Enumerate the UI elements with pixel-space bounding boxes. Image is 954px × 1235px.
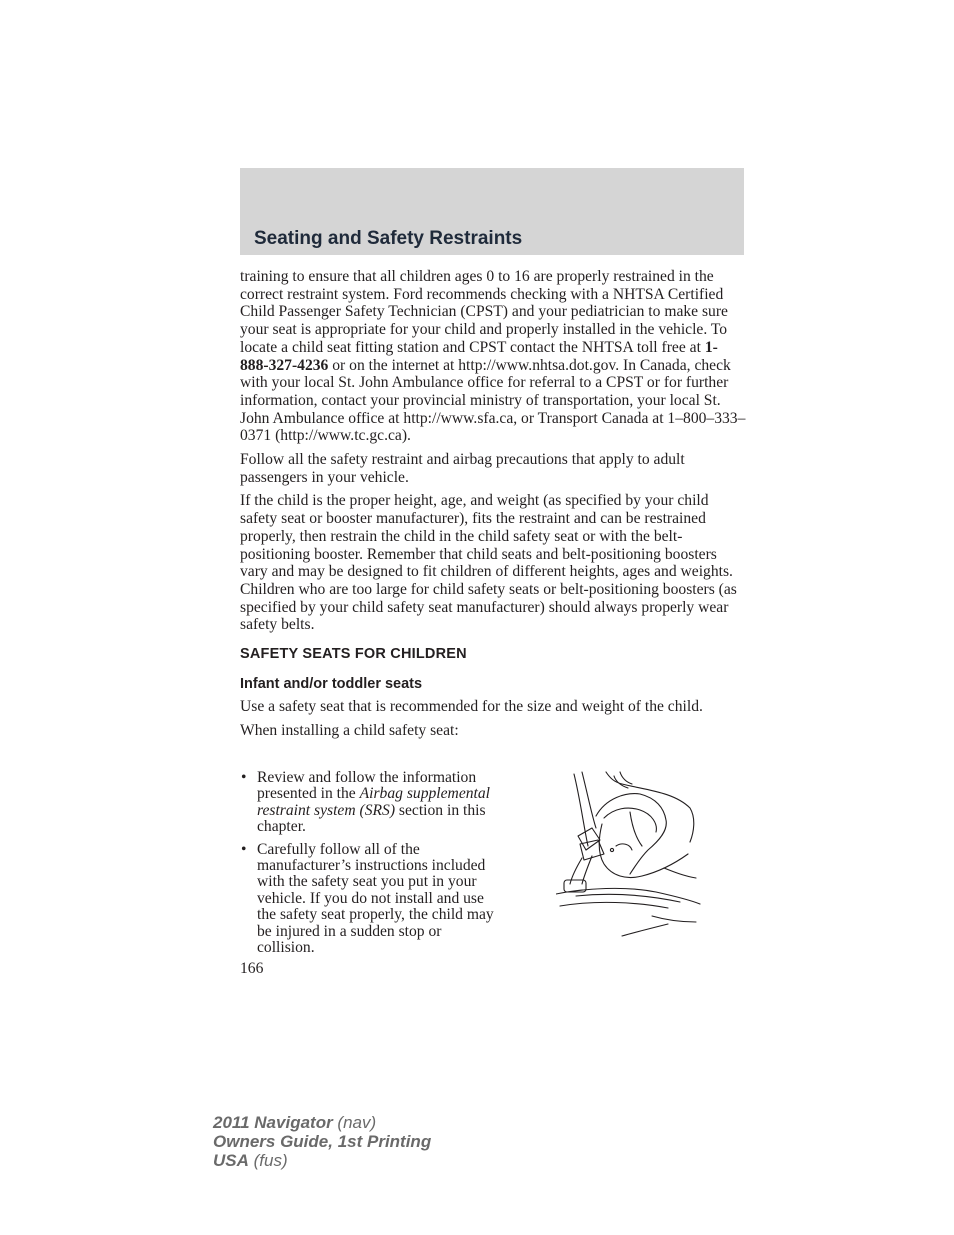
footer-line-guide bbox=[213, 1132, 431, 1151]
paragraph-recommended-seat: Use a safety seat that is recommended for the size and weight of the child. bbox=[240, 698, 703, 716]
footer-market: USA bbox=[213, 1151, 249, 1170]
paragraph-cpst-text-b: or on the internet at http://www.nhtsa.dot.gov. In Canada, check with your local St. John Ambulance office for referral to a CPST or for further information, contact your provincial ministry of transportation, your local St. John Ambulance office at http://www.sfa.ca, or Transport Canada at 1–800–333–0371 (http://www.tc.gc.ca). bbox=[240, 356, 746, 445]
heading-safety-seats: SAFETY SEATS FOR CHILDREN bbox=[240, 646, 467, 663]
paragraph-cpst bbox=[240, 268, 746, 445]
installation-bullet-list bbox=[240, 770, 500, 962]
footer-line-model bbox=[213, 1113, 431, 1132]
bullet-1-srs-reference: Airbag supplemental restraint system (SRS) bbox=[257, 785, 490, 819]
bullet-marker: • bbox=[241, 769, 247, 786]
document-footer bbox=[213, 1113, 431, 1170]
bullet-marker: • bbox=[241, 840, 247, 858]
nhtsa-phone-number: 1-888-327-4236 bbox=[240, 338, 718, 374]
paragraph-proper-restraint: If the child is the proper height, age, and weight (as specified by your child safety seat or booster manufacturer), fits the restraint and can be restrained properly, then restrain the child in the child safety seat or with the belt-positioning booster. Remember that child seats and belt-positioning boosters vary and may be designed to fit children of different heights, ages and weights. Children who are too large for child safety seats or belt-positioning boosters (as specified by your child safety seat manufacturer) should always properly wear safety belts. bbox=[240, 492, 737, 634]
bullet-item-manufacturer-instructions bbox=[240, 842, 500, 957]
heading-infant-toddler-seats: Infant and/or toddler seats bbox=[240, 675, 423, 692]
footer-model: 2011 Navigator bbox=[213, 1113, 333, 1132]
paragraph-installing-intro: When installing a child safety seat: bbox=[240, 722, 459, 740]
footer-model-code: (nav) bbox=[332, 1113, 377, 1132]
footer-line-market bbox=[213, 1151, 431, 1170]
seat-belt-buckle-icon bbox=[556, 768, 702, 938]
bullet-2-text: Carefully follow all of the manufacturer’s instructions included with the safety seat you put in your vehicle. If you do not install and use the safety seat properly, the child may be injured in a sudden stop or collision. bbox=[257, 840, 494, 957]
bullet-1-text-a: Review and follow the information presented in the bbox=[257, 769, 477, 803]
paragraph-cpst-text-a: training to ensure that all children ages 0 to 16 are properly restrained in the correct restraint system. Ford recommends checking with a NHTSA Certified Child Passenger Safety Technician (CPST) and your pediatrician to make sure your seat is appropriate for your child and properly installed in the vehicle. To locate a child seat fitting station and CPST contact the NHTSA toll free at bbox=[240, 268, 728, 356]
footer-market-code: (fus) bbox=[248, 1151, 288, 1170]
main-content bbox=[240, 268, 746, 746]
page-number: 166 bbox=[240, 960, 264, 977]
bullet-item-review-srs bbox=[240, 770, 500, 836]
paragraph-adult-precautions: Follow all the safety restraint and airbag precautions that apply to adult passengers in your vehicle. bbox=[240, 451, 685, 486]
footer-guide-title: Owners Guide, 1st Printing bbox=[213, 1132, 432, 1151]
bullet-1-text-b: section in this chapter. bbox=[257, 801, 486, 836]
section-title: Seating and Safety Restraints bbox=[254, 228, 523, 249]
